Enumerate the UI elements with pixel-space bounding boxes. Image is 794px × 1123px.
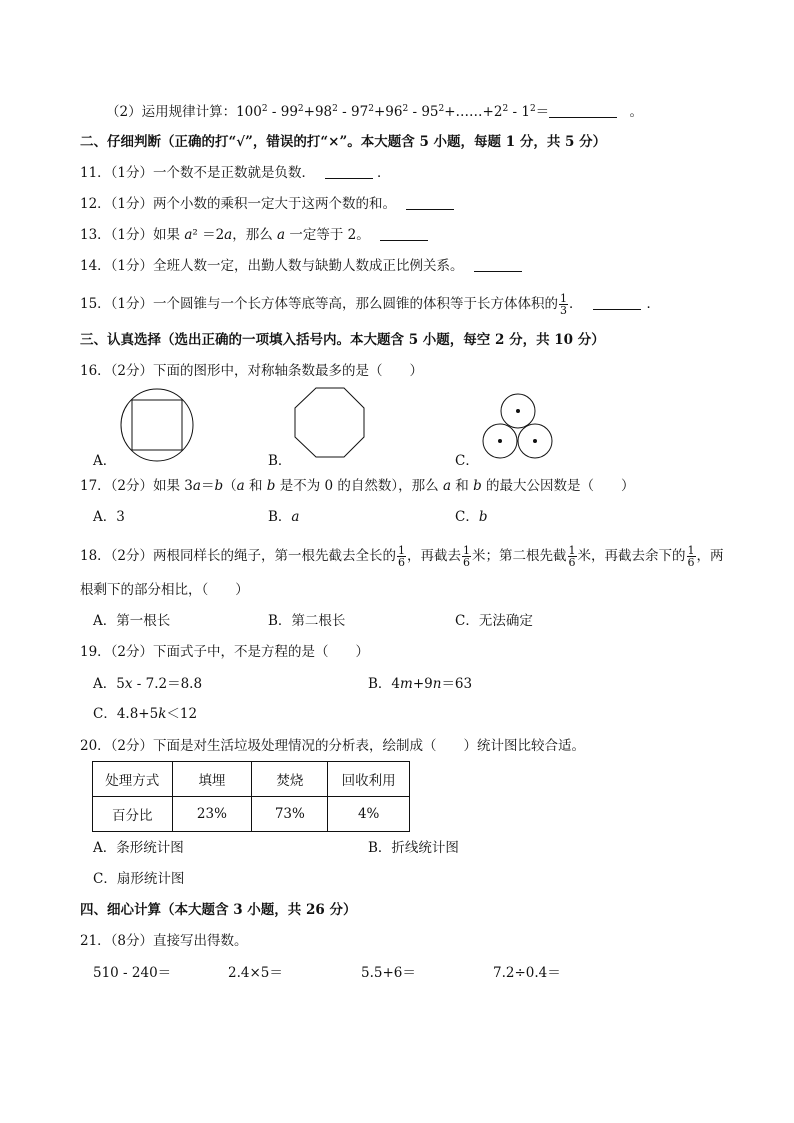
text: ． [569, 296, 583, 312]
text: ． [646, 296, 661, 312]
denominator: 6 [568, 556, 576, 569]
question-17 [80, 477, 635, 495]
variable: x [124, 676, 133, 692]
answer-blank[interactable] [593, 295, 641, 310]
answer-blank[interactable] [406, 195, 454, 210]
numerator: 1 [463, 544, 471, 557]
variable: b [473, 478, 482, 494]
variable: b [214, 478, 224, 494]
question-13 [80, 226, 428, 244]
variable: a [442, 478, 452, 494]
text: ＝ [200, 478, 215, 494]
exponent: 2 [402, 104, 409, 114]
text: 和 [244, 478, 267, 494]
table-cell: 4% [328, 797, 410, 832]
table-cell: 73% [252, 797, 328, 832]
fraction [568, 545, 577, 568]
three-circles-figure [478, 393, 560, 465]
question-11 [80, 164, 391, 182]
q16-option-b[interactable]: B． [268, 453, 292, 469]
text: A．5 [93, 676, 125, 692]
fraction [397, 545, 406, 568]
text: 13．（1分）如果 [80, 227, 185, 243]
text: ． [377, 165, 391, 181]
variable: a [192, 478, 201, 494]
text: 18．（2分）两根同样长的绳子，第一根先截去全长的 [80, 548, 397, 564]
q19-option-a[interactable] [93, 675, 202, 693]
denominator: 6 [687, 556, 695, 569]
exponent: 2 [297, 104, 304, 114]
table-cell: 百分比 [93, 797, 173, 832]
section-4-title: 四、细心计算（本大题含 3 小题，共 26 分） [80, 902, 357, 918]
exponent: 2 [502, 104, 509, 114]
exponent: 2 [261, 104, 268, 114]
text: ，两 [696, 548, 724, 564]
text: ² ＝2 [192, 227, 225, 243]
waste-table [92, 761, 410, 832]
text: 的最大公因数是（ ） [481, 478, 635, 494]
question-18 [80, 545, 724, 568]
q17-option-c[interactable] [455, 508, 488, 526]
numerator: 1 [568, 544, 576, 557]
text: - 97 [337, 104, 369, 120]
text: - 95 [408, 104, 439, 120]
text: B．4 [368, 676, 401, 692]
denominator: 6 [398, 556, 406, 569]
table-cell: 填埋 [172, 762, 252, 797]
text: C．4.8+5 [93, 706, 159, 722]
variable: a [184, 227, 193, 243]
question-19: 19．（2分）下面式子中，不是方程的是（ ） [80, 644, 370, 660]
question-14 [80, 257, 522, 275]
question-20: 20．（2分）下面是对生活垃圾处理情况的分析表，绘制成（ ）统计图比较合适。 [80, 738, 586, 754]
calc-item-2: 2.4×5＝ [228, 965, 283, 981]
text: （2）运用规律计算：100 [106, 104, 262, 120]
variable: b [266, 478, 276, 494]
text: ，那么 [232, 227, 278, 243]
answer-blank[interactable] [474, 257, 522, 272]
text: 和 [451, 478, 474, 494]
circle-with-square-figure [120, 387, 198, 465]
denominator: 3 [560, 304, 568, 317]
question-16: 16．（2分）下面的图形中，对称轴条数最多的是（ ） [80, 363, 424, 379]
exponent: 2 [438, 104, 445, 114]
text: +96 [373, 104, 403, 120]
table-row [93, 797, 410, 832]
question-text: 11．（1分）一个数不是正数就是负数． [80, 165, 316, 181]
numerator: 1 [560, 292, 568, 305]
numerator: 1 [687, 544, 695, 557]
q18-option-a[interactable]: A．第一根长 [93, 613, 171, 629]
question-10-part-2 [106, 103, 643, 121]
q19-option-c[interactable] [93, 705, 197, 723]
text: ＝63 [441, 676, 473, 692]
question-18-line-2: 根剩下的部分相比，（ ） [80, 582, 249, 598]
variable: a [236, 478, 245, 494]
calc-item-3: 5.5+6＝ [361, 965, 416, 981]
text: 一定等于 2。 [285, 227, 370, 243]
text: 米，再截去余下的 [577, 548, 686, 564]
text: ，再截去 [407, 548, 462, 564]
variable: a [277, 227, 286, 243]
text: +……+2 [444, 104, 503, 120]
label: B． [268, 509, 292, 525]
numerator: 1 [398, 544, 406, 557]
q20-option-c[interactable]: C．扇形统计图 [93, 871, 185, 887]
text: 米；第二根先截 [472, 548, 567, 564]
table-cell: 回收利用 [328, 762, 410, 797]
q16-option-c[interactable]: C． [455, 453, 479, 469]
text: ＝ [535, 104, 550, 120]
calc-item-1: 510 - 240＝ [93, 965, 172, 981]
variable: b [478, 509, 488, 525]
variable: k [158, 706, 167, 722]
answer-blank[interactable] [549, 103, 617, 118]
octagon-figure [292, 387, 370, 465]
variable: m [400, 676, 413, 692]
q19-option-b[interactable] [368, 675, 472, 693]
text: ＜12 [166, 706, 198, 722]
label: C． [455, 509, 479, 525]
question-15 [80, 293, 660, 316]
text: 17．（2分）如果 3 [80, 478, 193, 494]
answer-blank[interactable] [325, 164, 373, 179]
section-3-title: 三、认真选择（选出正确的一项填入括号内。本大题含 5 小题，每空 2 分，共 10 分） [80, 332, 605, 348]
q20-option-a[interactable]: A．条形统计图 [93, 840, 184, 856]
question-12 [80, 195, 454, 213]
text: - 7.2＝8.8 [132, 676, 203, 692]
answer-blank[interactable] [380, 226, 428, 241]
q17-option-a[interactable]: A．3 [93, 509, 125, 525]
fraction [559, 293, 568, 316]
q18-option-b[interactable]: B．第二根长 [268, 613, 346, 629]
q16-option-a[interactable]: A． [93, 453, 117, 469]
exponent: 2 [332, 104, 338, 114]
variable: a [291, 509, 300, 525]
exponent: 2 [368, 104, 374, 114]
text: +9 [412, 676, 433, 692]
table-header-row [93, 762, 410, 797]
question-text: 15．（1分）一个圆锥与一个长方体等底等高，那么圆锥的体积等于长方体体积的 [80, 296, 559, 312]
fraction [462, 545, 471, 568]
calc-item-4: 7.2÷0.4＝ [493, 965, 561, 981]
variable: a [224, 227, 233, 243]
exponent: 2 [529, 104, 536, 114]
text: - 99 [267, 104, 298, 120]
table-cell: 焚烧 [252, 762, 328, 797]
question-21: 21．（8分）直接写出得数。 [80, 933, 248, 949]
table-cell: 23% [172, 797, 252, 832]
section-2-title: 二、仔细判断（正确的打“√”，错误的打“×”。本大题含 5 小题，每题 1 分，共 5 分） [80, 134, 607, 150]
text: - 1 [508, 104, 530, 120]
q20-option-b[interactable]: B．折线统计图 [368, 840, 459, 856]
text: 。 [629, 104, 643, 120]
text: （ [223, 478, 237, 494]
table-cell: 处理方式 [93, 762, 173, 797]
fraction [687, 545, 696, 568]
q18-option-c[interactable]: C．无法确定 [455, 613, 533, 629]
question-text: 12．（1分）两个小数的乘积一定大于这两个数的和。 [80, 196, 397, 212]
denominator: 6 [463, 556, 471, 569]
variable: n [432, 676, 442, 692]
q17-option-b[interactable] [268, 508, 299, 526]
text: 是不为 0 的自然数），那么 [275, 478, 443, 494]
question-text: 14．（1分）全班人数一定，出勤人数与缺勤人数成正比例关系。 [80, 258, 464, 274]
text: +98 [303, 104, 333, 120]
